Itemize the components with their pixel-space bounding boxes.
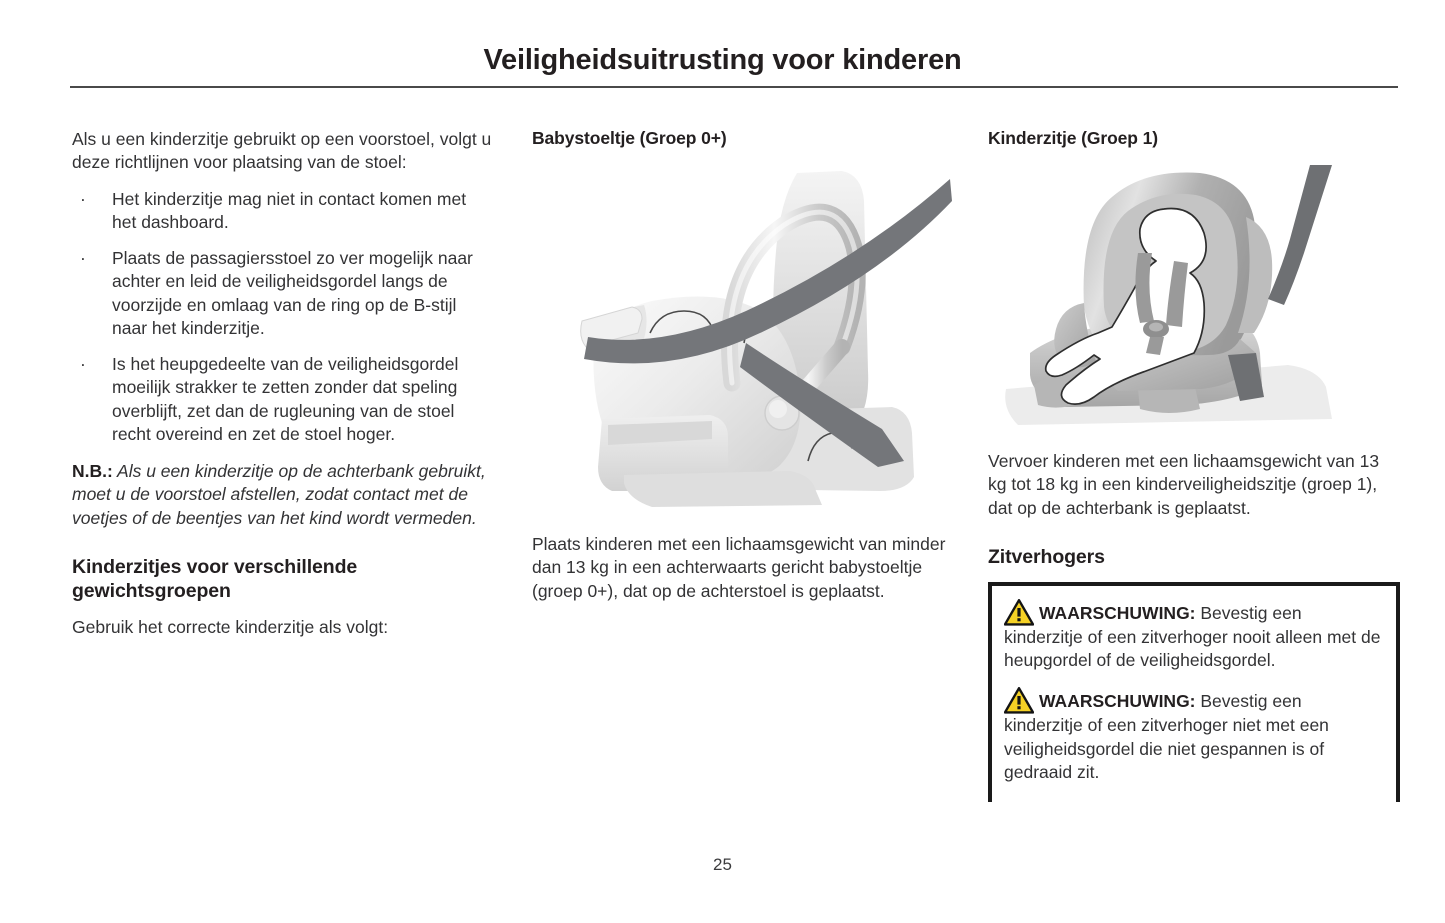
warning-item [1004, 687, 1382, 784]
section-paragraph: Gebruik het correcte kinderzitje als volgt: [72, 616, 389, 637]
note-label: N.B.: [72, 461, 113, 482]
page-title: Veiligheidsuitrusting voor kinderen [483, 44, 962, 76]
bullet-marker-icon: · [80, 354, 86, 375]
rear-facing-baby-seat-illustration [532, 161, 952, 511]
bullet-marker-icon: · [80, 248, 86, 269]
right-column [988, 128, 1400, 802]
bullet-marker-icon: · [80, 188, 86, 209]
baby-seat-caption: Plaats kinderen met een lichaamsgewicht van minder dan 13 kg in een achterwaarts gericht babystoeltje (groep 0+), dat op de achterstoel is geplaatst. [532, 534, 946, 601]
list-item [72, 247, 492, 340]
warning-text: Bevestig een kinderzitje of een zitverhoger niet met een veiligheidsgordel die niet gespannen is of gedraaid zit. [1004, 691, 1329, 782]
list-item-text: Is het heupgedeelte van de veiligheidsgordel moeilijk strakker te zetten zonder dat speling overblijft, zet dan de rugleuning van de stoel recht overeind en zet de stoel hoger. [112, 354, 459, 444]
placement-guidelines-list [72, 188, 492, 447]
list-item-text: Het kinderzitje mag niet in contact komen met het dashboard. [112, 188, 467, 232]
warning-triangle-icon [1004, 687, 1034, 714]
warning-triangle-icon [1004, 599, 1034, 626]
forward-facing-child-seat-illustration [988, 157, 1400, 432]
note-text: Als u een kinderzitje op de achterbank gebruikt, moet u de voorstoel afstellen, zodat contact met de voetjes of de beentjes van het kind wordt vermeden. [72, 461, 486, 528]
note-paragraph [72, 460, 492, 530]
section-heading-booster-seats: Zitverhogers [988, 545, 1105, 568]
middle-column [532, 128, 952, 603]
warning-label: WAARSCHUWING: [1039, 691, 1196, 712]
heading-baby-seat-group-0plus: Babystoeltje (Groep 0+) [532, 128, 727, 148]
intro-paragraph: Als u een kinderzitje gebruikt op een voorstoel, volgt u deze richtlijnen voor plaatsing van de stoel: [72, 129, 492, 173]
page-number: 25 [713, 855, 732, 874]
list-item [72, 353, 492, 446]
warning-label: WAARSCHUWING: [1039, 602, 1196, 623]
warning-item [1004, 599, 1382, 673]
section-heading-weight-groups: Kinderzitjes voor verschillende gewichtsgroepen [72, 555, 358, 602]
list-item-text: Plaats de passagiersstoel zo ver mogelijk naar achter en leid de veiligheidsgordel langs de voorzijde en omlaag van de ring op de B-stijl naar het kinderzitje. [112, 248, 473, 338]
list-item [72, 188, 492, 235]
child-seat-caption: Vervoer kinderen met een lichaamsgewicht van 13 kg tot 18 kg in een kinderveiligheidszitje (groep 1), dat op de achterbank is geplaatst. [988, 451, 1380, 518]
warning-box [988, 582, 1400, 802]
header-divider [70, 86, 1398, 88]
left-column [72, 128, 492, 639]
warning-text: Bevestig een kinderzitje of een zitverhoger nooit alleen met de heupgordel of de veiligheidsgordel. [1004, 602, 1381, 671]
heading-child-seat-group-1: Kinderzitje (Groep 1) [988, 128, 1159, 148]
